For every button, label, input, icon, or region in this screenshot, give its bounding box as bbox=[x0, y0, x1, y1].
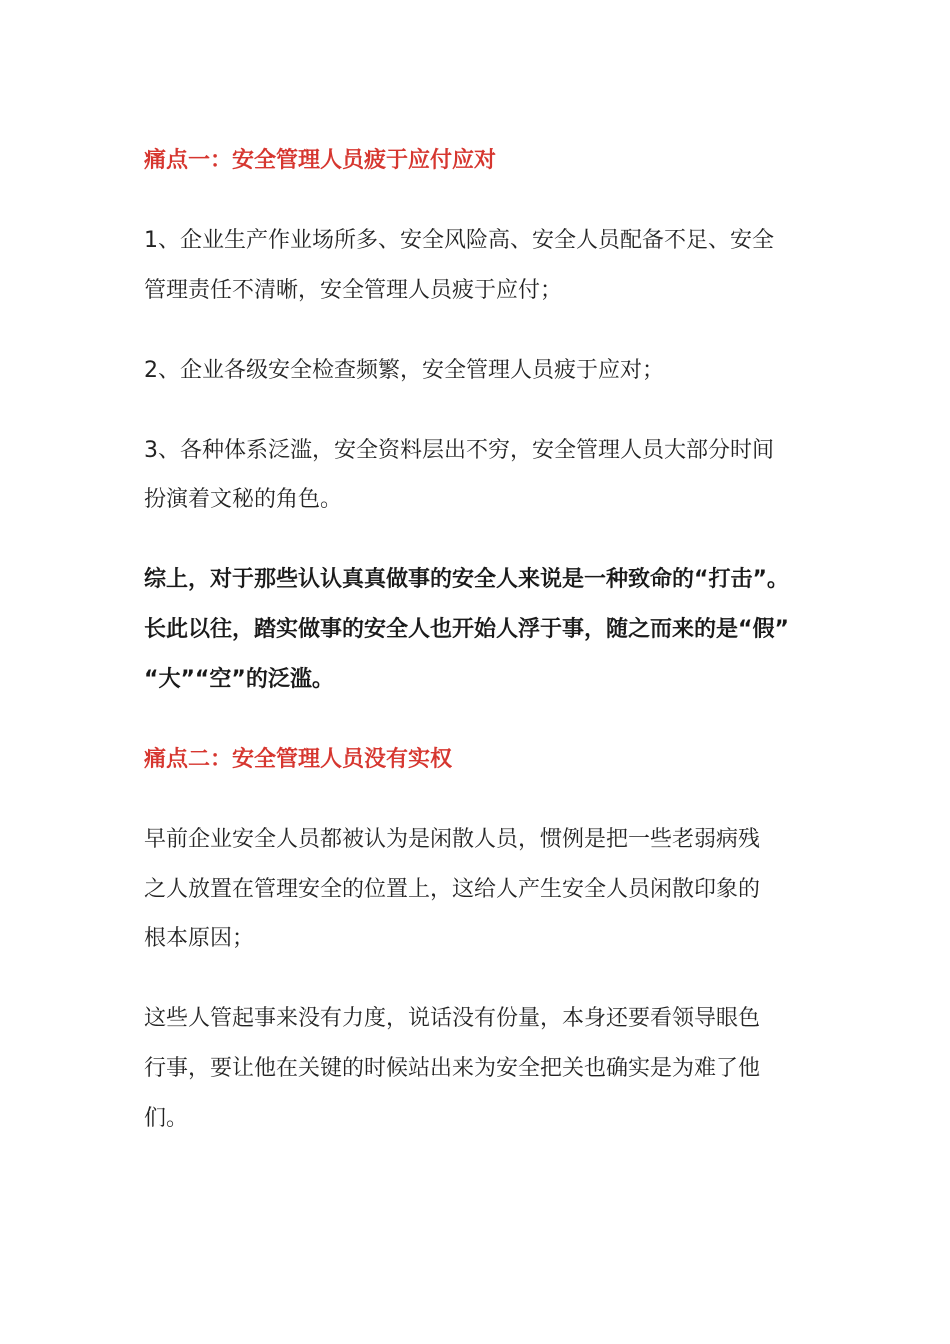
para-1-line-1: 1、企业生产作业场所多、安全风险高、安全人员配备不足、安全 bbox=[144, 228, 774, 253]
summary-line-2: 长此以往，踏实做事的安全人也开始人浮于事，随之而来的是“假” bbox=[144, 617, 789, 642]
section-2-heading: 痛点二：安全管理人员没有实权 bbox=[144, 747, 453, 772]
summary-line-1: 综上，对于那些认认真真做事的安全人来说是一种致命的“打击”。 bbox=[144, 567, 789, 592]
section-1-heading: 痛点一：安全管理人员疲于应付应对 bbox=[144, 148, 497, 173]
para-1-line-2: 管理责任不清晰，安全管理人员疲于应付； bbox=[144, 278, 563, 303]
para-5-line-1: 这些人管起事来没有力度，说话没有份量，本身还要看领导眼色 bbox=[144, 1006, 761, 1031]
para-4-line-2: 之人放置在管理安全的位置上，这给人产生安全人员闲散印象的 bbox=[144, 877, 761, 902]
para-4-line-1: 早前企业安全人员都被认为是闲散人员，惯例是把一些老弱病残 bbox=[144, 827, 761, 852]
para-4-line-3: 根本原因； bbox=[144, 926, 255, 951]
para-3-line-1: 3、各种体系泛滥，安全资料层出不穷，安全管理人员大部分时间 bbox=[144, 438, 774, 463]
para-5-line-3: 们。 bbox=[144, 1106, 189, 1131]
para-3-line-2: 扮演着文秘的角色。 bbox=[144, 487, 343, 512]
summary-line-3: “大”“空”的泛滥。 bbox=[144, 667, 334, 692]
para-2-line-1: 2、企业各级安全检查频繁，安全管理人员疲于应对； bbox=[144, 358, 664, 383]
para-5-line-2: 行事，要让他在关键的时候站出来为安全把关也确实是为难了他 bbox=[144, 1056, 761, 1081]
